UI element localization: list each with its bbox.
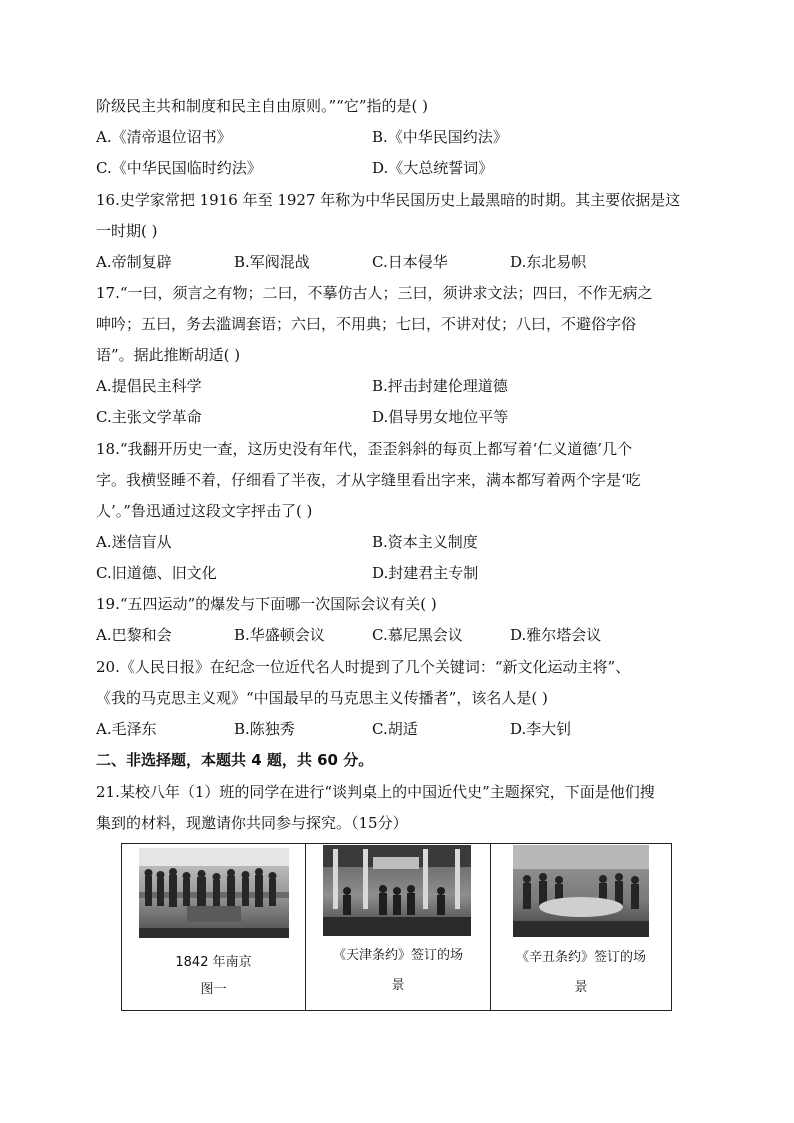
figure-1-caption-line1: 1842 年南京 xyxy=(175,955,252,970)
q20-stem-line2: 《我的马克思主义观》“中国最早的马克思主义传播者”，该名人是( ) xyxy=(96,689,548,707)
q17-stem-line1: 17.“一曰，须言之有物；二曰，不摹仿古人；三曰，须讲求文法；四曰，不作无病之 xyxy=(96,284,653,302)
q18-option-b[interactable]: B.资本主义制度 xyxy=(372,533,478,551)
q21-stem-line1: 21.某校八年（1）班的同学在进行“谈判桌上的中国近代史”主题探究，下面是他们搜 xyxy=(96,783,655,801)
q18-option-c[interactable]: C.旧道德、旧文化 xyxy=(96,564,217,582)
q16-stem-line1: 16.史学家常把 1916 年至 1927 年称为中华民国历史上最黑暗的时期。其主要依据是这 xyxy=(96,191,681,209)
q18-stem-line3: 人’。”鲁迅通过这段文字抨击了( ) xyxy=(96,502,313,520)
q16-option-a[interactable]: A.帝制复辟 xyxy=(96,253,172,271)
figure-2-caption-line1: 《天津条约》签订的场 xyxy=(332,948,463,963)
section-2-title: 二、非选择题，本题共 4 题，共 60 分。 xyxy=(96,751,374,769)
q15-option-b[interactable]: B.《中华民国约法》 xyxy=(372,128,508,146)
figure-2-caption-line2: 景 xyxy=(391,978,405,993)
q17-option-a[interactable]: A.提倡民主科学 xyxy=(96,377,202,395)
q16-option-c[interactable]: C.日本侵华 xyxy=(372,253,448,271)
q18-option-a[interactable]: A.迷信盲从 xyxy=(96,533,172,551)
q18-stem-line2: 字。我横竖睡不着，仔细看了半夜，才从字缝里看出字来，满本都写着两个字是‘吃 xyxy=(96,471,641,489)
q19-option-c[interactable]: C.慕尼黑会议 xyxy=(372,626,463,644)
photo-xinchou-treaty-art xyxy=(513,845,649,937)
photo-tianjin-treaty xyxy=(323,845,471,936)
q18-stem-line1: 18.“我翻开历史一查，这历史没有年代，歪歪斜斜的每页上都写着‘仁义道德’几个 xyxy=(96,440,633,458)
figure-3-caption-line1: 《辛丑条约》签订的场 xyxy=(515,950,646,965)
q19-stem-line1: 19.“五四运动”的爆发与下面哪一次国际会议有关( ) xyxy=(96,595,437,613)
q19-option-b[interactable]: B.华盛顿会议 xyxy=(234,626,325,644)
q19-option-a[interactable]: A.巴黎和会 xyxy=(96,626,172,644)
q16-option-b[interactable]: B.军阀混战 xyxy=(234,253,310,271)
figure-cell-2 xyxy=(305,844,490,1010)
q18-option-d[interactable]: D.封建君主专制 xyxy=(372,564,479,582)
q19-option-d[interactable]: D.雅尔塔会议 xyxy=(510,626,602,644)
figure-1-caption-line2: 图一 xyxy=(200,982,227,997)
q17-option-c[interactable]: C.主张文学革命 xyxy=(96,408,202,426)
q17-option-d[interactable]: D.倡导男女地位平等 xyxy=(372,408,509,426)
photo-nanjing-1842 xyxy=(139,848,289,938)
q16-stem-line2: 一时期( ) xyxy=(96,222,158,240)
figure-3-caption-line2: 景 xyxy=(574,980,588,995)
figure-table xyxy=(121,843,672,1011)
photo-xinchou-treaty xyxy=(513,845,649,937)
q20-option-b[interactable]: B.陈独秀 xyxy=(234,720,295,738)
photo-nanjing-1842-art xyxy=(139,848,289,938)
intro-line: 阶级民主共和制度和民主自由原则。”“它”指的是( ) xyxy=(96,97,428,115)
figure-cell-1 xyxy=(122,844,305,1010)
photo-tianjin-treaty-art xyxy=(323,845,471,936)
q20-option-a[interactable]: A.毛泽东 xyxy=(96,720,157,738)
q15-option-c[interactable]: C.《中华民国临时约法》 xyxy=(96,159,262,177)
q20-option-c[interactable]: C.胡适 xyxy=(372,720,418,738)
q17-stem-line3: 语”。据此推断胡适( ) xyxy=(96,346,241,364)
figure-cell-3 xyxy=(490,844,671,1010)
q17-stem-line2: 呻吟；五曰，务去滥调套语；六曰，不用典；七曰，不讲对仗；八曰，不避俗字俗 xyxy=(96,315,637,333)
q20-option-d[interactable]: D.李大钊 xyxy=(510,720,572,738)
q15-option-d[interactable]: D.《大总统誓词》 xyxy=(372,159,494,177)
q17-option-b[interactable]: B.抨击封建伦理道德 xyxy=(372,377,508,395)
q20-stem-line1: 20.《人民日报》在纪念一位近代名人时提到了几个关键词：“新文化运动主将”、 xyxy=(96,658,631,676)
q15-option-a[interactable]: A.《清帝退位诏书》 xyxy=(96,128,232,146)
q16-option-d[interactable]: D.东北易帜 xyxy=(510,253,587,271)
q21-stem-line2: 集到的材料，现邀请你共同参与探究。（15分） xyxy=(96,814,408,832)
